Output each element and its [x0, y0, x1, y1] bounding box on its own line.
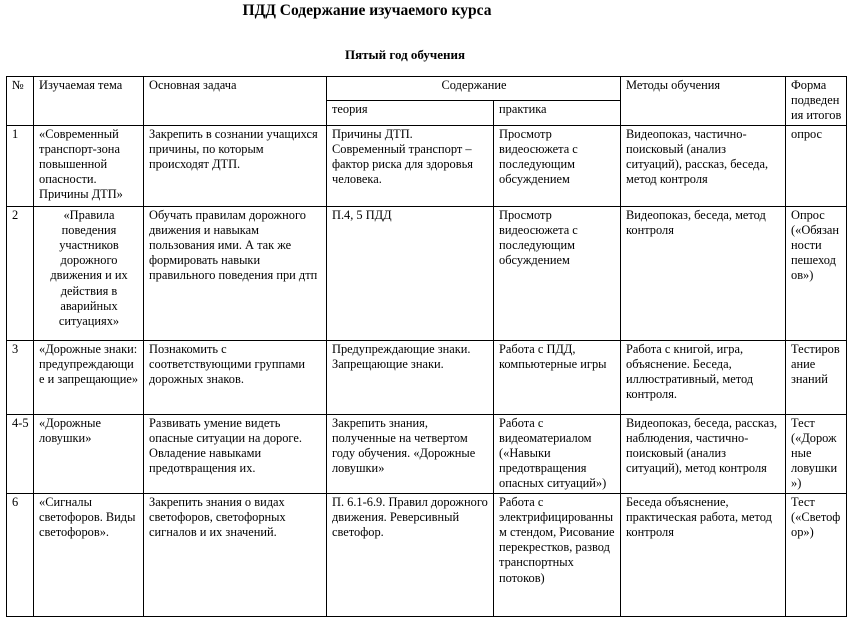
cell-num: 2 [7, 206, 34, 340]
cell-form: Тест («Светофор») [786, 493, 847, 616]
table-row [7, 340, 847, 414]
cell-topic: «Дорожные ловушки» [34, 414, 144, 493]
header-practice: практика [494, 101, 621, 125]
cell-methods: Беседа объяснение, практическая работа, метод контроля [621, 493, 786, 616]
header-theory: теория [327, 101, 494, 125]
curriculum-table [6, 76, 847, 617]
table-row [7, 493, 847, 616]
cell-methods: Видеопоказ, беседа, метод контроля [621, 206, 786, 340]
header-methods: Методы обучения [621, 77, 786, 126]
cell-theory: Причины ДТП. Современный транспорт – фактор риска для здоровья человека. [327, 125, 494, 206]
cell-theory: Закрепить знания, полученные на четвертом году обучения. «Дорожные ловушки» [327, 414, 494, 493]
cell-practice: Работа с электрифицированным стендом, Рисование перекрестков, развод транспортных потоков) [494, 493, 621, 616]
cell-form: опрос [786, 125, 847, 206]
cell-practice: Просмотр видеосюжета с последующим обсуждением [494, 125, 621, 206]
cell-practice: Просмотр видеосюжета с последующим обсуждением [494, 206, 621, 340]
table-row [7, 414, 847, 493]
cell-task: Закрепить знания о видах светофоров, светофорных сигналов и их значений. [144, 493, 327, 616]
header-num: № [7, 77, 34, 126]
cell-topic: «Современный транспорт-зона повышенной опасности. Причины ДТП» [34, 125, 144, 206]
cell-num: 3 [7, 340, 34, 414]
cell-theory: Предупреждающие знаки. Запрещающие знаки. [327, 340, 494, 414]
header-task: Основная задача [144, 77, 327, 126]
cell-topic: «Сигналы светофоров. Виды светофоров». [34, 493, 144, 616]
table-row [7, 206, 847, 340]
cell-task: Закрепить в сознании учащихся причины, по которым происходят ДТП. [144, 125, 327, 206]
page-subtitle: Пятый год обучения [344, 47, 466, 62]
cell-methods: Видеопоказ, частично-поисковый (анализ ситуаций), рассказ, беседа, метод контроля [621, 125, 786, 206]
cell-topic: «Дорожные знаки: предупреждающие и запрещающие» [34, 340, 144, 414]
cell-methods: Работа с книгой, игра, объяснение. Беседа, иллюстративный, метод контроля. [621, 340, 786, 414]
cell-num: 1 [7, 125, 34, 206]
cell-form: Опрос («Обязанности пешеходов») [786, 206, 847, 340]
cell-task: Обучать правилам дорожного движения и навыкам пользования ими. А так же формировать навыки правильного поведения при дтп [144, 206, 327, 340]
cell-topic: «Правила поведения участников дорожного движения и их действия в аварийных ситуациях» [34, 206, 144, 340]
cell-form: Тест («Дорожные ловушки») [786, 414, 847, 493]
cell-theory: П. 6.1-6.9. Правил дорожного движения. Реверсивный светофор. [327, 493, 494, 616]
header-form: Форма подведения итогов [786, 77, 847, 126]
page-title: ПДД Содержание изучаемого курса [242, 2, 492, 19]
cell-num: 6 [7, 493, 34, 616]
cell-theory: П.4, 5 ПДД [327, 206, 494, 340]
cell-num: 4-5 [7, 414, 34, 493]
header-content: Содержание [327, 77, 621, 101]
cell-task: Развивать умение видеть опасные ситуации на дороге. Овладение навыками предотвращения их. [144, 414, 327, 493]
cell-practice: Работа с видеоматериалом («Навыки предотвращения опасных ситуаций») [494, 414, 621, 493]
cell-practice: Работа с ПДД, компьютерные игры [494, 340, 621, 414]
header-row [7, 77, 847, 101]
header-topic: Изучаемая тема [34, 77, 144, 126]
cell-task: Познакомить с соответствующими группами дорожных знаков. [144, 340, 327, 414]
cell-methods: Видеопоказ, беседа, рассказ, наблюдения, частично-поисковый (анализ ситуаций), метод контроля [621, 414, 786, 493]
cell-form: Тестирование знаний [786, 340, 847, 414]
table-row [7, 125, 847, 206]
